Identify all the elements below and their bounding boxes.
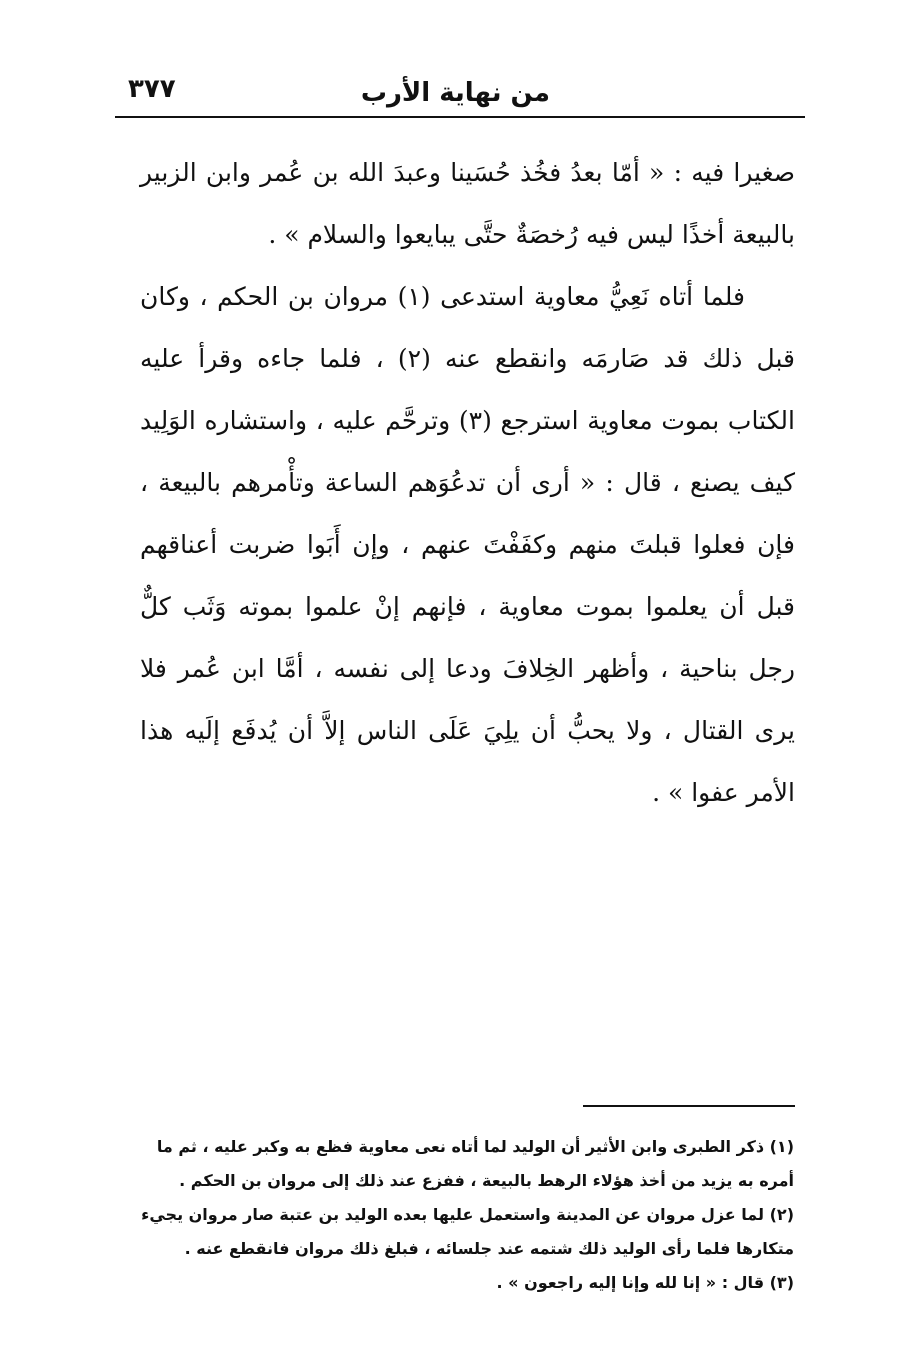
footnote: (١) ذكر الطبرى وابن الأثير أن الوليد لما أتاه نعى معاوية فظع به وكبر عليه ، ثم ما أمره به يزيد من أخذ هؤلاء الرهط بالبيعة ، ففزع عند ذلك إلى مروان بن الحكم . (156, 1137, 794, 1190)
footnote-rule (583, 1105, 795, 1107)
footnotes (118, 1130, 794, 1300)
header-rule (115, 116, 805, 118)
running-title: من نهاية الأرب (360, 78, 550, 108)
page-header (110, 70, 805, 114)
paragraph: فلما أتاه نَعِيُّ معاوية استدعى (١) مروان بن الحكم ، وكان قبل ذلك قد صَارمَه وانقطع عنه (٢) ، فلما جاءه وقرأ عليه الكتاب بموت معاوية استرجع (٣) وترحَّم عليه ، واستشاره الوَلِيد كيف يصنع ، قال : « أرى أن تدعُوَهم الساعة وتأْمرهم بالبيعة ، فإن فعلوا قبلتَ منهم وكفَفْتَ عنهم ، وإن أَبَوا ضربت أعناقهم قبل أن يعلموا بموت معاوية ، فإنهم إنْ علموا بموته وَثَب كلٌّ رجل بناحية ، وأظهر الخِلافَ ودعا إلى نفسه ، أمَّا ابن عُمر فلا يرى القتال ، ولا يحبُّ أن يلِيَ عَلَى الناس إلاَّ أن يُدفَع إلَيه هذا الأمر عفوا » . (140, 282, 795, 807)
footnote: (٢) لما عزل مروان عن المدينة واستعمل عليها بعده الوليد بن عتبة صار مروان يجيء متكارها فلما رأى الوليد ذلك شتمه عند جلسائه ، فبلغ ذلك مروان فانقطع عنه . (141, 1205, 794, 1258)
footnote: (٣) قال : « إنا لله وإنا إليه راجعون » . (496, 1273, 794, 1292)
main-text (140, 142, 795, 824)
paragraph: صغيرا فيه : « أمّا بعدُ فخُذ حُسَينا وعبدَ الله بن عُمر وابن الزبير بالبيعة أخذًا ليس فيه رُخصَةٌ حتَّى يبايعوا والسلام » . (140, 158, 795, 249)
page-number: ٣٧٧ (128, 74, 176, 104)
